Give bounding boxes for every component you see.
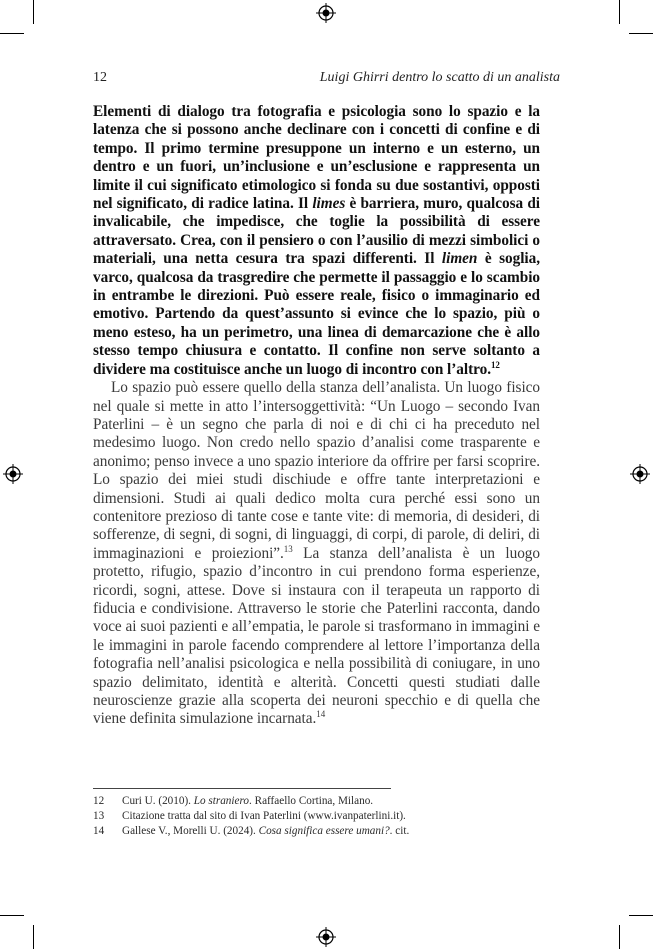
crop-mark: [619, 925, 620, 949]
footnotes: [93, 794, 543, 838]
registration-mark-icon: [316, 3, 336, 23]
emphasis: Cosa significa essere umani?: [258, 824, 390, 837]
text: . cit.: [389, 824, 410, 837]
footnote-ref[interactable]: 12: [490, 359, 500, 370]
footnote-number: 14: [93, 824, 105, 837]
emphasis: limes: [312, 195, 346, 213]
registration-mark-icon: [316, 927, 336, 947]
text: Citazione tratta dal sito di Ivan Paterlini (www.ivanpaterlini.it).: [122, 809, 406, 822]
registration-mark-icon: [630, 464, 650, 484]
crop-mark: [33, 925, 34, 949]
text: Curi U. (2010).: [122, 795, 194, 807]
crop-mark: [629, 915, 653, 916]
footnote-ref[interactable]: 13: [283, 543, 293, 554]
footnote-text: [122, 809, 406, 824]
text: La stanza dell’analista è un luogo protetto, rifugio, spazio d’incontro in cui prendono forma esperienze, ricordi, sogni, attese. Dove si instaura con il terapeuta un rapporto di fiducia e condivisione. Attraverso le storie che Paterlini racconta, dando voce ai suoi pazienti e all’empatia, le parole si trasformano in immagini e le immagini in parole facendo comprendere al lettore l’importanza della fotografia nell’analisi psicologica e nella possibilità di coniugare, in uno spazio delimitato, identità e alterità. Concetti questi studiati dalle neuroscienze grazie alla scoperta dei neuroni specchio e di quella che viene definita simulazione incarnata.: [93, 544, 541, 728]
emphasis: Lo straniero: [193, 795, 250, 807]
crop-mark: [629, 33, 653, 34]
crop-mark: [619, 0, 620, 24]
running-header: Luigi Ghirri dentro lo scatto di un analista: [319, 70, 560, 85]
footnote: [93, 809, 543, 824]
crop-mark: [0, 33, 24, 34]
footnote-ref[interactable]: 14: [316, 709, 326, 720]
text: è barriera, muro, qualcosa di invalicabile, che impedisce, che toglie la possibilità di essere attraversato. Crea, con il pensiero o con l’ausilio di mezzi simbolici o materiali, una netta cesura tra spazi differenti. Il: [93, 195, 540, 268]
footnote: [93, 824, 543, 839]
text: . Raffaello Cortina, Milano.: [249, 795, 374, 807]
paragraph-1: [93, 103, 540, 379]
text: Lo spazio può essere quello della stanza dell’analista. Un luogo fisico nel quale si mette in atto l’intersoggettività: “Un Luogo – secondo Ivan Paterlini – è un segno che parla di noi e di chi ci ha preceduto nel medesimo luogo. Non credo nello spazio d’analisi come trasparente e anonimo; penso invece a uno spazio interiore da offrire per farsi scoprire. Lo spazio dei miei studi dischiude e offre tante interpretazioni e dimensioni. Studi ai quali dedico molta cura perché essi sono un contenitore prezioso di tante cose e tante vite: di memoria, di desideri, di sofferenze, di segni, di sogni, di linguaggi, di corpi, di parole, di deliri, di immaginazioni e proiezioni”.: [93, 379, 540, 562]
footnote-text: [122, 794, 373, 809]
footnote-rule: [93, 788, 391, 789]
crop-mark: [33, 0, 34, 24]
registration-mark-icon: [3, 464, 23, 484]
footnote-number: 12: [93, 795, 105, 807]
footnote: [93, 794, 543, 809]
page-number: 12: [93, 70, 107, 85]
text: Gallese V., Morelli U. (2024).: [122, 824, 259, 837]
paragraph-2: [93, 379, 540, 729]
text: Elementi di dialogo tra fotografia e psicologia sono lo spazio e la latenza che si possono anche declinare con i concetti di confine e di tempo. Il primo termine presuppone un interno e un esterno, un dentro e un fuori, un’inclusione e un’esclusione e rappresenta un limite il cui significato etimologico si fonda su due sostantivi, opposti nel significato, di radice latina. Il: [93, 103, 540, 213]
crop-mark: [0, 915, 24, 916]
text: è soglia, varco, qualcosa da trasgredire che permette il passaggio e lo scambio in entrambe le direzioni. Può essere reale, fisico o immaginario ed emotivo. Partendo da quest’assunto si evince che lo spazio, più o meno esteso, ha un perimetro, una linea di demarcazione che è allo stesso tempo chiusura e contatto. Il confine non serve soltanto a dividere ma costituisce anche un luogo di incontro con l’altro.: [93, 250, 540, 378]
footnote-number: 13: [93, 809, 105, 822]
emphasis: limen: [441, 250, 478, 268]
body-text: [93, 103, 540, 729]
footnote-text: [122, 824, 409, 839]
